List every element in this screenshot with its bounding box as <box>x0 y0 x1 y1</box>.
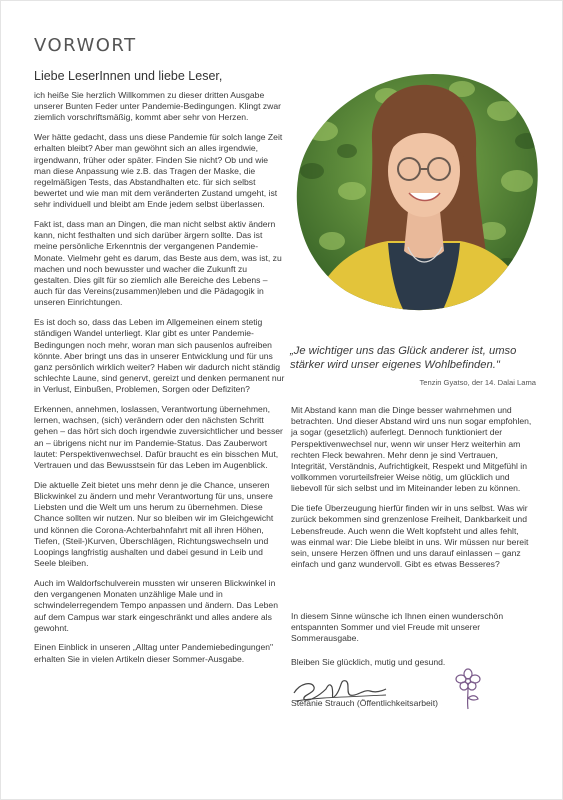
left-column <box>34 90 286 673</box>
quote-text: „Je wichtiger uns das Glück anderer ist, umso stärker wird unser eigenes Wohlbefinden." <box>290 345 517 371</box>
page-title: VORWORT <box>34 35 137 56</box>
paragraph: Die aktuelle Zeit bietet uns mehr denn je die Chance, unseren Blickwinkel zu ändern und mehr Verantwortung für uns, unsere Liebsten und die Welt um uns herum zu übernehmen. Diese Chance sollten wir nutzen. Nur so bleiben wir im Gleichgewicht und können die Corona-Achterbahnfahrt mit all ihren Höhen, Tiefen, (Steil-)Kurven, Überschlägen, Richtungswechseln und Loopings langfristig aushalten und dabei gesund in Leib und Seele bleiben. <box>34 479 274 569</box>
paragraph: Die tiefe Überzeugung hierfür finden wir in uns selbst. Was wir zurück bekommen sind grenzenlose Freiheit, Dankbarkeit und Lebensfreude. Auch wenn die Welt kopfsteht und alles fehlt, was einmal war: Die Liebe bleibt in uns. Wir müssen nur bereit sein, unsere Herzen öffnen und uns darauf einlassen – ganz einfach und ganz wundervoll. Gibt es etwas Besseres? <box>291 503 529 570</box>
paragraph: Mit Abstand kann man die Dinge besser wahrnehmen und betrachten. Und dieser Abstand wird uns nun sogar empfohlen, ja sogar (gesetzlich) auferlegt. Dennoch funktioniert der Perspektivenwechsel nur, wenn wir unser Herz weiterhin am rechten Fleck bewahren. Mehr denn je sind Vertrauen, Integrität, Verständnis, Aufrichtigkeit, Respekt und Mitgefühl in vollkommen vorurteilsfreier Weise nötig, um glücklich und liebevoll für sich selbst und im Miteinander leben zu können. <box>291 405 532 494</box>
right-column-bottom <box>291 611 535 676</box>
right-column-top <box>291 405 535 579</box>
greeting: Liebe LeserInnen und liebe Leser, <box>34 69 223 83</box>
paragraph: Auch im Waldorfschulverein mussten wir unseren Blickwinkel in den vergangenen Monaten unzählige Male und in schwindelerregendem Tempo anpassen und ändern. Das Leben auf dem Campus war stark eingeschränkt und alles andere als gewohnt. <box>34 577 278 633</box>
flower-icon <box>453 668 483 710</box>
paragraph: Wer hätte gedacht, dass uns diese Pandemie für solch lange Zeit erhalten bleibt? Aber man gewöhnt sich an alles irgendwie, irgendwann, früher oder später. Finden Sie nicht? Ob und wie man diese Anpassung wie z.B. das Tragen der Maske, die regelmäßigen Tests, das Abstandhalten etc. für sich selbst bewertet und wie man mit dem veränderten Zustand umgeht, ist sehr individuell und bleibt am Ende jedem selbst überlassen. <box>34 132 283 210</box>
paragraph: Bleiben Sie glücklich, mutig und gesund. <box>291 656 446 667</box>
paragraph: In diesem Sinne wünsche ich Ihnen einen wunderschön entspannten Sommer und viel Freude mit unserer Sommerausgabe. <box>291 611 504 644</box>
paragraph: Einen Einblick in unseren „Alltag unter Pandemiebedingungen" erhalten Sie in vielen Artikeln dieser Sommer-Ausgabe. <box>34 642 274 664</box>
paragraph: Fakt ist, dass man an Dingen, die man nicht selbst aktiv ändern kann, nicht festhalten und sich darüber ärgern sollte. Das ist meine persönliche Erkenntnis der vergangenen Pandemie-Monate. Vielmehr geht es darum, das Beste aus dem, was ist, zu machen und noch bewusster und wacher die Zukunft zu gestalten. Dies gilt für so ziemlich alle Bereiche des Lebens – auch für das Vereins(zusammen)leben und die Pädagogik in unseren Einrichtungen. <box>34 219 282 308</box>
signer-name: Stefanie Strauch (Öffentlichkeitsarbeit) <box>291 698 438 708</box>
paragraph: Erkennen, annehmen, loslassen, Verantwortung übernehmen, lernen, wachsen, (sich) verändern oder den nächsten Schritt gehen – das hört sich doch irgendwie zuversichtlicher und besser an – übrigens nicht nur im Pandemie-Status. Das Zauberwort lautet: Perspektivenwechsel. Dafür braucht es ein bisschen Mut, Vertrauen und das Bewusstsein für das Leben im Augenblick. <box>34 404 283 471</box>
paragraph: Es ist doch so, dass das Leben im Allgemeinen einem stetig ständigen Wandel unterliegt. Klar gibt es unter Pandemie-Bedingungen noch mehr, woran man sich pausenlos aufreiben könnte. Aber bringt uns das in unserer Entwicklung und für uns ganz persönlich wirklich weiter? Haben wir dadurch nicht ständig schlechte Laune, sind genervt, gereizt und denken permanent nur in Verlust, Einbußen, Problemen, Sorgen oder Defiziten? <box>34 317 285 395</box>
quote-block <box>290 344 536 388</box>
quote-author: Tenzin Gyatso, der 14. Dalai Lama <box>419 378 536 387</box>
author-photo <box>292 71 540 311</box>
paragraph: ich heiße Sie herzlich Willkommen zu dieser dritten Ausgabe unserer Bunten Feder unter Pandemie-Bedingungen. Klingt zwar ziemlich vorschriftsmäßig, kommt aber sehr von Herzen. <box>34 90 281 123</box>
